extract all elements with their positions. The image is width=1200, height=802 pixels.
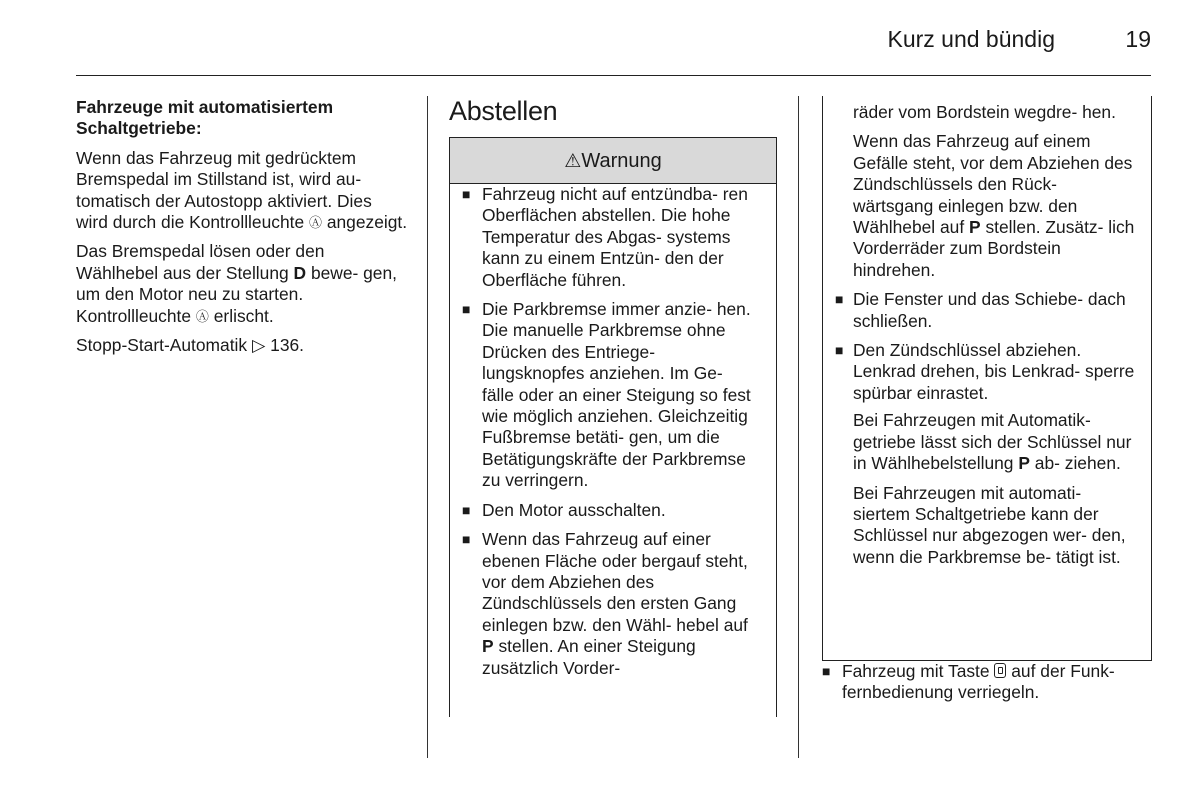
cross-reference[interactable]: Stopp-Start-Automatik ▷ 136. xyxy=(76,335,305,356)
square-bullet: ■ xyxy=(835,291,844,308)
restart-paragraph: Das Bremspedal lösen oder den Wählhebel aus der Stellung D bewe- gen, um den Motor neu zu starten. Kontrollleuchte Ⓐ erlischt. xyxy=(76,241,397,326)
column-divider xyxy=(427,96,428,758)
key-note: Bei Fahrzeugen mit Automatik- getriebe lässt sich der Schlüssel nur in Wählhebelstellung P ab- ziehen. xyxy=(853,410,1132,474)
circled-a-icon: Ⓐ xyxy=(195,308,209,324)
lock-icon xyxy=(994,663,1006,678)
list-item: ■ Den Zündschlüssel abziehen. Lenkrad drehen, bis Lenkrad- sperre spürbar einrastet. Bei Fahrzeugen mit Automatik- getriebe lässt sich der Schlüssel nur in Wählhebelstellung P ab- ziehen. Bei Fahrzeugen mit automati- siertem Schaltgetriebe kann der Schlüssel nur abgezogen wer- den, wenn die Parkbremse be- tätigt ist. xyxy=(835,340,1135,567)
autostop-paragraph: Wenn das Fahrzeug mit gedrücktem Bremspedal im Stillstand ist, wird au- tomatisch der Autostopp aktiviert. Dies wird durch die Kontrollleuchte Ⓐ angezeigt. xyxy=(76,147,408,233)
square-bullet: ■ xyxy=(462,531,471,548)
key-note: Bei Fahrzeugen mit automati- siertem Schaltgetriebe kann der Schlüssel nur abgezogen wer- den, wenn die Parkbremse be- tätigt ist. xyxy=(853,482,1126,567)
right-column xyxy=(822,96,1152,712)
square-bullet: ■ xyxy=(462,301,471,318)
continuation-text: räder vom Bordstein wegdre- hen. xyxy=(853,102,1116,122)
header-rule xyxy=(76,75,1151,76)
list-item: ■ Den Motor ausschalten. xyxy=(462,499,666,520)
warning-label: Warnung xyxy=(581,150,662,172)
list-item: ■ Die Parkbremse immer anzie- hen. Die manuelle Parkbremse ohne Drücken des Entriege- lungsknopfes anziehen. Im Ge- fälle oder an einer Steigung so fest wie möglich anziehen. Gleichzeitig Fußbremse betäti- gen, um die Betätigungskräfte der Parkbremse zu verringern. xyxy=(462,299,751,491)
circled-a-icon: Ⓐ xyxy=(308,215,322,231)
section-title: Abstellen xyxy=(449,96,558,126)
square-bullet: ■ xyxy=(462,186,471,202)
column-divider xyxy=(798,96,799,758)
warning-list xyxy=(450,184,776,679)
middle-column xyxy=(449,96,777,717)
reference-arrow-icon: ▷ xyxy=(251,335,266,356)
list-item: ■ Die Fenster und das Schiebe- dach schließen. xyxy=(835,289,1126,331)
warning-list-continued xyxy=(823,289,1151,568)
locking-list xyxy=(822,661,1152,704)
list-item: ■ Fahrzeug mit Taste auf der Funk- fernbedienung verriegeln. xyxy=(822,661,1115,703)
square-bullet: ■ xyxy=(822,663,831,679)
subheading: Fahrzeuge mit automatisiertem Schaltgetriebe: xyxy=(76,97,334,139)
list-item: ■ Wenn das Fahrzeug auf einer ebenen Fläche oder bergauf steht, vor dem Abziehen des Zündschlüssels den ersten Gang einlegen bzw. den Wähl- hebel auf P stellen. An einer Steigung zusätzlich Vorder- xyxy=(462,529,748,678)
page-number: 19 xyxy=(1125,26,1151,52)
slope-paragraph: Wenn das Fahrzeug auf einem Gefälle steht, vor dem Abziehen des Zündschlüssels den Rück- wärtsgang einlegen bzw. den Wählhebel auf P stellen. Zusätz- lich Vorderräder zum Bordstein hindrehen. xyxy=(853,131,1135,280)
header-title: Kurz und bündig xyxy=(887,26,1055,52)
list-item: ■ Fahrzeug nicht auf entzündba- ren Oberflächen abstellen. Die hohe Temperatur des Abgas- systems kann zu einem Entzün- den der Oberfläche führen. xyxy=(462,184,748,290)
square-bullet: ■ xyxy=(462,501,471,518)
left-column xyxy=(76,97,408,364)
warning-continuation-box xyxy=(822,96,1152,661)
warning-box xyxy=(449,137,777,717)
warning-header xyxy=(450,137,776,184)
warning-triangle-icon: ⚠ xyxy=(564,151,582,172)
square-bullet: ■ xyxy=(835,342,844,359)
